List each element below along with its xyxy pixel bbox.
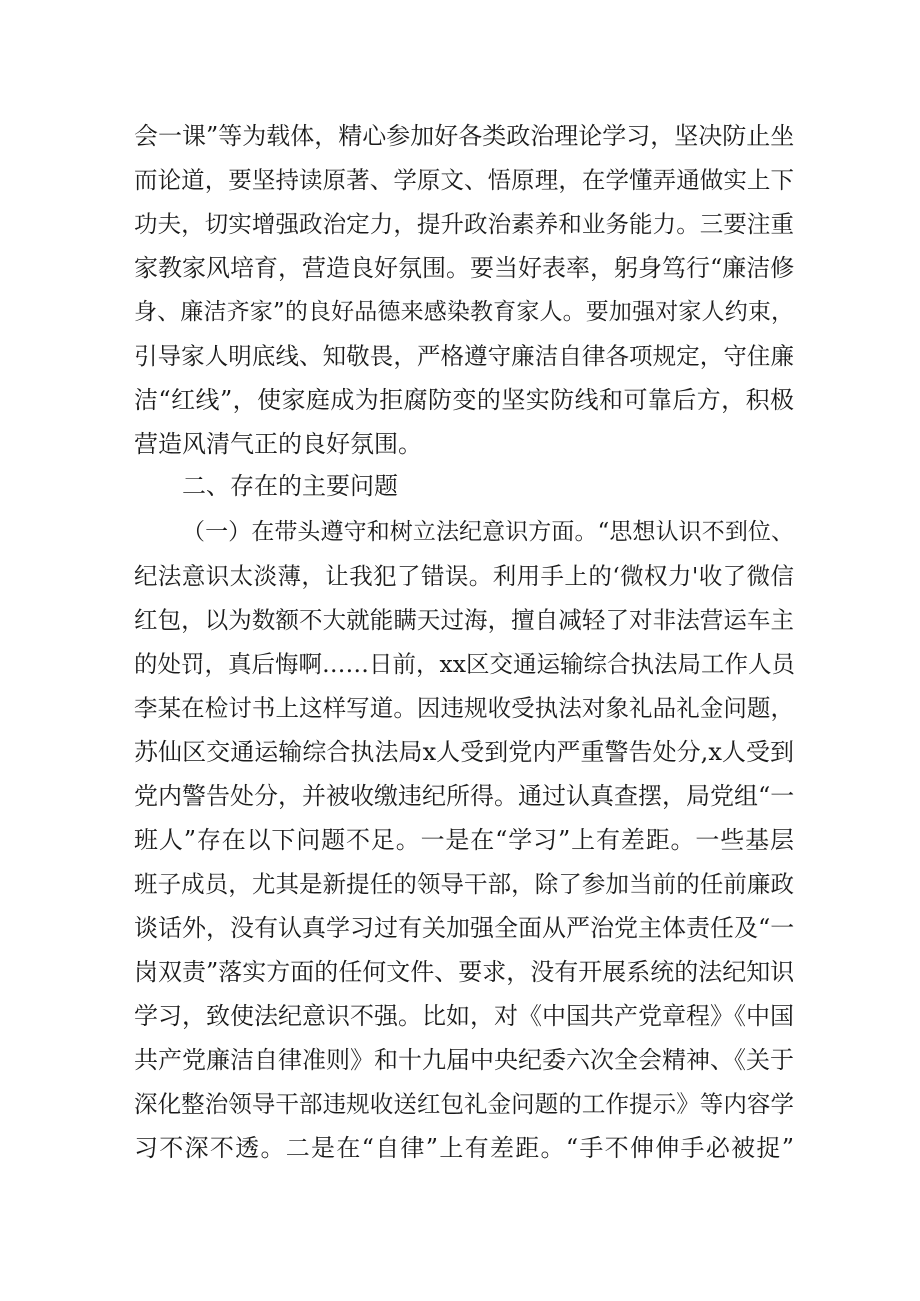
paragraph-1-line-8: 营造风清气正的良好氛围。: [134, 430, 422, 458]
paragraph-1-line-4: 家教家风培育，营造良好氛围。要当好表率，躬身笃行“廉洁修: [134, 254, 795, 282]
paragraph-2-line-11: 岗双责”落实方面的任何文件、要求，没有开展系统的法纪知识: [134, 958, 795, 986]
paragraph-1-line-3: 功夫，切实增强政治定力，提升政治素养和业务能力。三要注重: [134, 210, 794, 238]
section-heading: 二、存在的主要问题: [182, 472, 398, 500]
paragraph-2-line-1: （一）在带头遵守和树立法纪意识方面。“思想认识不到位、: [182, 519, 794, 545]
paragraph-2-line-3: 红包，以为数额不大就能瞒天过海，擅自减轻了对非法营运车主: [134, 606, 794, 634]
paragraph-2-line-7: 党内警告处分，并被收缴违纪所得。通过认真查摆，局党组“一: [134, 782, 795, 810]
paragraph-2-line-2: 纪法意识太淡薄，让我犯了错误。利用手上的‘微权力'收了微信: [134, 562, 794, 590]
paragraph-2-line-10: 谈话外，没有认真学习过有关加强全面从严治党主体责任及“一: [134, 914, 795, 942]
paragraph-2-line-6: 苏仙区交通运输综合执法局x人受到党内严重警告处分,x人受到: [134, 738, 794, 766]
paragraph-1-line-7: 洁“红线”，使家庭成为拒腐防变的坚实防线和可靠后方，积极: [134, 386, 794, 414]
paragraph-2-line-12: 学习，致使法纪意识不强。比如，对《中国共产党章程》《中国: [134, 1002, 794, 1030]
paragraph-1-line-5: 身、廉洁齐家”的良好品德来感染教育家人。要加强对家人约束，: [134, 299, 794, 325]
paragraph-1-line-1: 会一课”等为载体，精心参加好各类政治理论学习，坚决防止坐: [134, 122, 795, 150]
paragraph-1-line-2: 而论道，要坚持读原著、学原文、悟原理，在学懂弄通做实上下: [134, 166, 794, 194]
paragraph-2-line-4: 的处罚，真后悔啊……日前，xx区交通运输综合执法局工作人员: [134, 650, 796, 678]
paragraph-1-line-6: 引导家人明底线、知敬畏，严格遵守廉洁自律各项规定，守住廉: [134, 342, 794, 370]
paragraph-2-line-13: 共产党廉洁自律准则》和十九届中央纪委六次全会精神、《关于: [134, 1046, 794, 1074]
paragraph-2-line-14: 深化整治领导干部违规收送红包礼金问题的工作提示》等内容学: [134, 1090, 794, 1118]
paragraph-2-line-8: 班人”存在以下问题不足。一是在“学习”上有差距。一些基层: [134, 826, 794, 854]
paragraph-2-line-15: 习不深不透。二是在“自律”上有差距。“手不伸伸手必被捉”: [134, 1134, 794, 1162]
paragraph-2-line-5: 李某在检讨书上这样写道。因违规收受执法对象礼品礼金问题，: [134, 694, 794, 722]
paragraph-2-line-9: 班子成员，尤其是新提任的领导干部，除了参加当前的任前廉政: [134, 870, 794, 898]
